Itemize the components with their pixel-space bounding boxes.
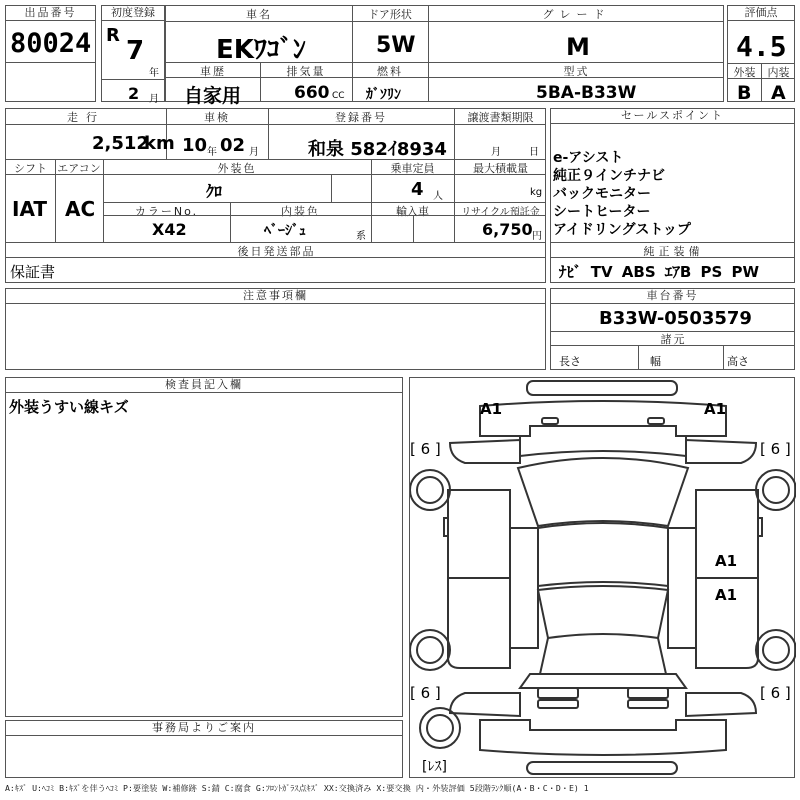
equip-label: 純正装備	[643, 245, 704, 258]
history: 自家用	[184, 85, 242, 107]
car-name-label: 車名	[246, 8, 272, 21]
color-no: X42	[152, 220, 187, 239]
inspector-label: 検査員記入欄	[6, 378, 402, 393]
transfer-label: 譲渡書類期限	[467, 111, 534, 124]
inspector-remarks: 外装うすい線キズ	[9, 398, 129, 416]
fuel-label: 燃料	[377, 65, 403, 78]
tire-front-right: [ 6 ]	[760, 440, 791, 458]
sales-point: シートヒーター	[553, 204, 651, 220]
office-label: 事務局よりご案内	[6, 721, 402, 736]
model: 5BA-B33W	[536, 83, 637, 103]
displacement: 660	[294, 83, 330, 103]
history-label: 車歴	[200, 65, 226, 78]
score: 4.5	[736, 30, 787, 63]
score-box	[727, 5, 795, 102]
interior-label: 内装	[767, 66, 790, 79]
grade: M	[566, 33, 590, 61]
insp-year-unit: 年	[207, 147, 217, 158]
legend: A:ｷｽﾞ U:ﾍｺﾐ B:ｷｽﾞを伴うﾍｺﾐ P:要塗装 W:補修跡 S:錆 C:腐食 G:ﾌﾛﾝﾄｶﾞﾗｽ点ｷｽﾞ XX:交換済み X:要交換 内・外装評価 5段階ﾗﾝｸ順(A・B・C・D・E) 1	[5, 783, 589, 793]
height-label: 高さ	[727, 355, 749, 368]
chassis-label: 車台番号	[551, 289, 794, 304]
shift: IAT	[12, 197, 48, 221]
detail-box	[5, 108, 546, 283]
car-name: EKﾜｺﾞﾝ	[216, 35, 306, 65]
spare-tire: [ﾚｽ]	[422, 759, 447, 775]
first-reg-month: 2	[128, 84, 140, 103]
load-label: 最大積載量	[473, 162, 528, 175]
month-unit: 月	[149, 94, 159, 105]
int-color-label: 内装色	[281, 205, 320, 218]
notes-box	[5, 288, 546, 370]
insp-month: 02	[220, 135, 246, 156]
cc-unit: CC	[332, 91, 345, 101]
damage-a1-front-right: A1	[704, 400, 727, 418]
door-type: 5W	[376, 33, 416, 58]
lot-number: 80024	[10, 28, 92, 59]
color-label: 外装色	[217, 162, 257, 175]
grade-label: グレード	[542, 8, 611, 21]
sales-label: セールスポイント	[551, 109, 794, 124]
tire-rear-right: [ 6 ]	[760, 684, 791, 702]
office-box	[5, 720, 403, 778]
later-parts-label: 後日発送部品	[237, 245, 316, 258]
later-parts: 保証書	[10, 263, 56, 281]
equipment: ﾅﾋﾞ TV ABS ｴｱB PS PW	[559, 263, 760, 281]
length-label: 長さ	[559, 355, 581, 368]
capacity-label: 乗車定員	[390, 162, 435, 175]
import-label: 輸入車	[396, 205, 429, 218]
km-unit: km	[144, 133, 175, 154]
inspector-box	[5, 377, 403, 717]
first-reg-year: 7	[126, 36, 145, 66]
chassis-box	[550, 288, 795, 370]
model-label: 型式	[563, 65, 590, 78]
recycle: 6,750	[482, 220, 533, 239]
inspection-label: 車検	[204, 111, 230, 124]
sales-point: バックモニター	[553, 186, 651, 202]
interior-grade: A	[771, 82, 786, 104]
notes-label: 注意事項欄	[6, 289, 545, 304]
exterior-label: 外装	[733, 66, 756, 79]
exterior-color: ｸﾛ	[206, 182, 223, 201]
sales-box	[550, 108, 795, 283]
chassis-number: B33W-0503579	[599, 308, 752, 329]
insp-year: 10	[182, 135, 208, 156]
transfer-month: 月	[491, 147, 501, 158]
exterior-grade: B	[737, 82, 752, 104]
score-label: 評価点	[728, 6, 794, 21]
lot-label: 出品番号	[6, 6, 95, 21]
car-diagram	[409, 377, 795, 778]
displacement-label: 排気量	[286, 65, 326, 78]
damage-a1-right-lower: A1	[715, 586, 738, 604]
plate-label: 登録番号	[335, 111, 387, 124]
first-reg-label: 初度登録	[102, 6, 164, 21]
insp-month-unit: 月	[249, 147, 259, 158]
sales-point: e-アシスト	[553, 150, 624, 166]
damage-a1-front-left: A1	[480, 400, 503, 418]
ac-label: エアコン	[57, 162, 101, 175]
damage-a1-right-upper: A1	[715, 552, 738, 570]
first-reg-box	[101, 5, 165, 105]
era: R	[106, 25, 120, 46]
transfer-day: 日	[529, 147, 539, 158]
tire-rear-left: [ 6 ]	[410, 684, 441, 702]
int-color: ﾍﾞｰｼﾞｭ	[264, 223, 306, 239]
car-outline	[410, 378, 796, 779]
shift-label: シフト	[14, 162, 47, 175]
year-unit: 年	[149, 68, 159, 79]
door-label: ドア形状	[368, 8, 412, 21]
width-label: 幅	[650, 355, 661, 368]
ac: AC	[65, 197, 96, 221]
recycle-label: リサイクル預託金	[461, 207, 540, 218]
spec-label: 諸元	[660, 333, 687, 346]
sales-points	[553, 149, 691, 239]
color-no-label: カラーNo.	[134, 205, 199, 218]
capacity-unit: 人	[433, 191, 443, 202]
fuel: ｶﾞｿﾘﾝ	[366, 87, 401, 103]
tire-front-left: [ 6 ]	[410, 440, 441, 458]
mileage-label: 走行	[67, 111, 105, 124]
yen-unit: 円	[532, 231, 542, 242]
car-info-box	[165, 5, 724, 107]
sales-point: アイドリングストップ	[553, 222, 691, 238]
capacity: 4	[411, 179, 424, 200]
plate-number: 和泉 582ｲ8934	[308, 139, 447, 160]
int-color-unit: 系	[356, 231, 366, 242]
sales-point: 純正９インチナビ	[553, 168, 665, 184]
mileage: 2,512	[92, 133, 149, 154]
lot-box	[5, 5, 96, 102]
load-unit: kg	[530, 187, 543, 198]
